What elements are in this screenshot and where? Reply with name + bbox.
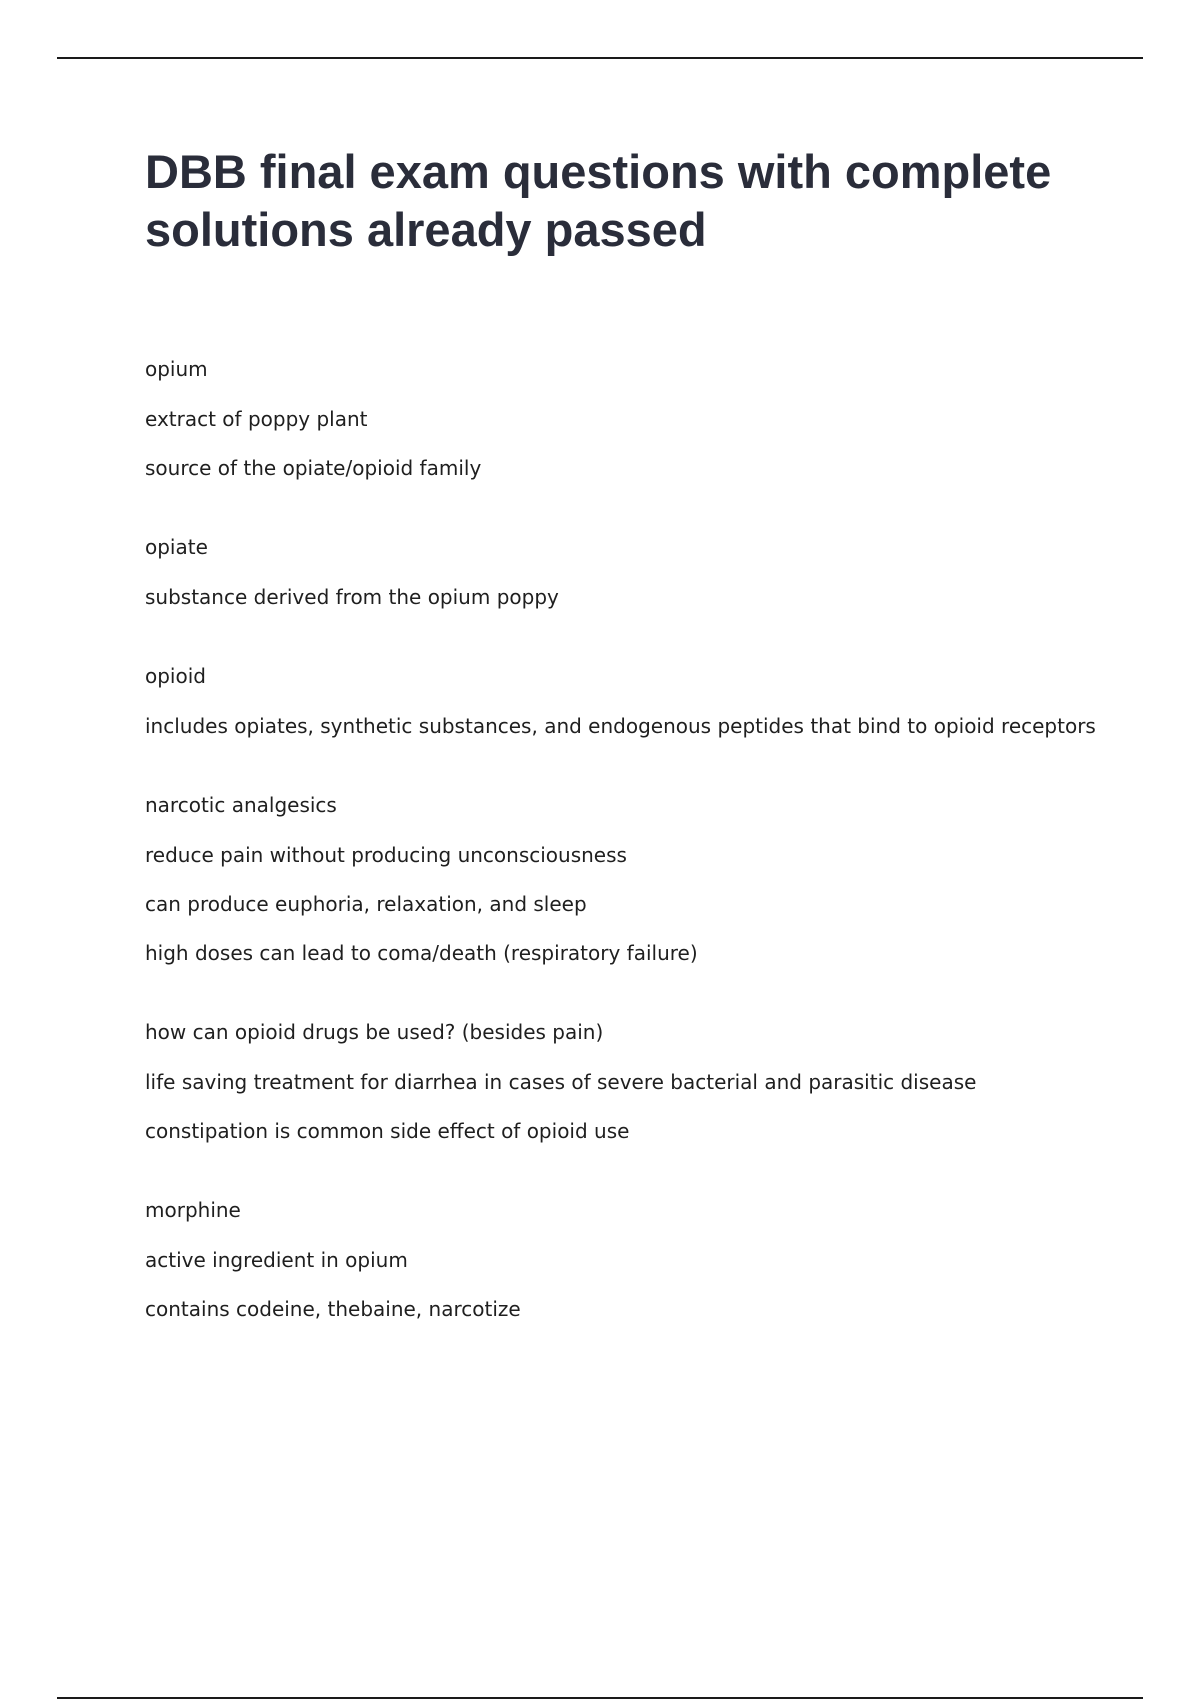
entry-term: opioid (145, 664, 206, 688)
entry-term: narcotic analgesics (145, 793, 337, 817)
entry-opioid (145, 661, 1145, 741)
entry-morphine (145, 1195, 1145, 1324)
entry-definition-line: high doses can lead to coma/death (respiratory failure) (145, 941, 698, 965)
entry-term: how can opioid drugs be used? (besides pain) (145, 1020, 604, 1044)
entry-definition-line: source of the opiate/opioid family (145, 456, 482, 480)
entry-opium (145, 354, 1145, 483)
entry-definition-line: extract of poppy plant (145, 407, 368, 431)
entry-definition-line: constipation is common side effect of opioid use (145, 1119, 630, 1143)
entry-definition-line: reduce pain without producing unconsciousness (145, 843, 627, 867)
flashcard-list (145, 354, 1145, 1373)
entry-term: opium (145, 357, 208, 381)
entry-definition-line: life saving treatment for diarrhea in cases of severe bacterial and parasitic disease (145, 1070, 977, 1094)
entry-opioid-uses (145, 1017, 1145, 1146)
entry-opiate (145, 532, 1145, 612)
entry-definition-line: active ingredient in opium (145, 1248, 408, 1272)
entry-definition-line: includes opiates, synthetic substances, and endogenous peptides that bind to opioid receptors (145, 714, 1096, 738)
entry-definition-line: substance derived from the opium poppy (145, 585, 559, 609)
top-rule (57, 57, 1143, 59)
entry-term: morphine (145, 1198, 241, 1222)
entry-definition-line: contains codeine, thebaine, narcotize (145, 1297, 521, 1321)
entry-narcotic-analgesics (145, 790, 1145, 968)
page-title: DBB final exam questions with complete solutions already passed (145, 145, 1052, 256)
entry-definition-line: can produce euphoria, relaxation, and sleep (145, 892, 587, 916)
bottom-rule (57, 1697, 1143, 1699)
entry-term: opiate (145, 535, 208, 559)
